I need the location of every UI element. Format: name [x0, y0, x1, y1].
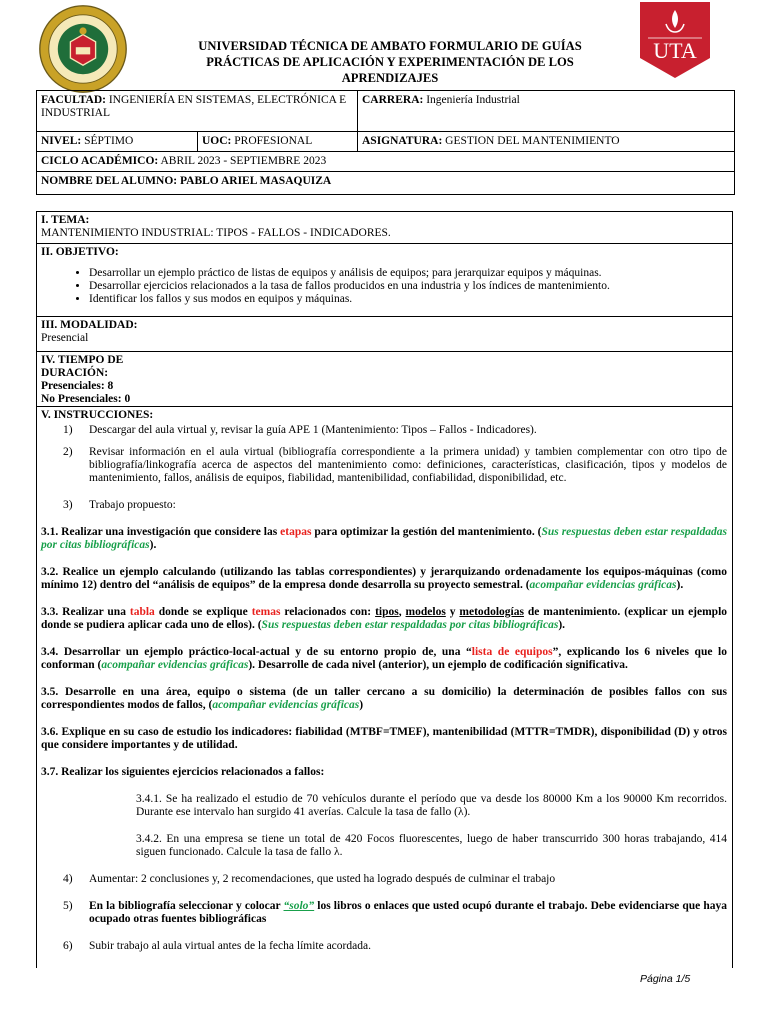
task-text: ). — [676, 579, 684, 591]
asignatura-cell — [357, 132, 734, 151]
item-number: 5) — [63, 900, 73, 912]
nivel-cell — [37, 132, 197, 151]
task-underlined: modelos — [405, 606, 446, 618]
item-text: Descargar del aula virtual y, revisar la guía APE 1 (Mantenimiento: Tipos – Fallos - Indicadores). — [89, 424, 537, 436]
objetivo-list — [41, 267, 729, 306]
item-highlight-green: “solo” — [283, 900, 315, 912]
page-number: Página 1/5 — [640, 973, 691, 985]
item-text: Trabajo propuesto: — [89, 499, 176, 511]
instrucciones-section — [37, 407, 732, 955]
instruccion-2 — [63, 446, 729, 485]
carrera-cell — [357, 91, 734, 131]
carrera-value: Ingeniería Industrial — [426, 94, 520, 106]
item-text: Subir trabajo al aula virtual antes de la fecha límite acordada. — [89, 940, 371, 952]
alumno-label: NOMBRE DEL ALUMNO: — [41, 175, 178, 187]
task-text: ) — [359, 699, 364, 711]
task-text: relacionados con: — [280, 606, 376, 618]
tema-title: I. TEMA: — [41, 214, 90, 226]
university-seal-logo — [38, 4, 128, 94]
ciclo-cell — [37, 152, 734, 171]
tema-text: MANTENIMIENTO INDUSTRIAL: TIPOS - FALLOS - INDICADORES. — [41, 227, 391, 239]
item-text — [89, 900, 729, 926]
instruccion-5 — [63, 900, 729, 926]
carrera-label: CARRERA: — [362, 94, 424, 106]
task-underlined: tipos — [375, 606, 399, 618]
objetivo-item: • Desarrollar un ejemplo práctico de listas de equipos y análisis de equipos; para jerarquizar equipos y máquinas. — [89, 267, 729, 280]
instruccion-3 — [63, 499, 729, 512]
task-text: y — [445, 606, 460, 618]
modalidad-title: III. MODALIDAD: — [41, 319, 138, 331]
exercise-3-4-1: 3.4.1. Se ha realizado el estudio de 70 vehículos durante el período que va desde los 80000 Km a los 90000 Km recorridos. Durante ese intervalo han surgido 41 averías. Calcule la tasa de fallo (λ). — [136, 793, 727, 818]
task-text: 3.4. Desarrollar un ejemplo práctico-local-actual y de su entorno propio de, una “ — [41, 646, 472, 658]
task-3-1 — [41, 526, 729, 552]
objetivo-item: • Identificar los fallos y sus modos en equipos y máquinas. — [89, 293, 729, 306]
alumno-cell — [37, 172, 734, 194]
task-3-5 — [41, 686, 729, 712]
instruccion-6 — [63, 940, 729, 953]
guide-content — [36, 211, 733, 968]
task-note-green: acompañar evidencias gráficas — [529, 579, 677, 591]
uta-logo — [640, 2, 710, 78]
facultad-cell — [37, 91, 357, 131]
uoc-cell — [197, 132, 357, 151]
task-3-7: 3.7. Realizar los siguientes ejercicios relacionados a fallos: — [41, 766, 325, 778]
uoc-value: PROFESIONAL — [234, 135, 313, 147]
task-highlight-red: lista de equipos — [471, 646, 553, 658]
task-highlight-red: temas — [251, 606, 281, 618]
nivel-label: NIVEL: — [41, 135, 82, 147]
alumno-value: PABLO ARIEL MASAQUIZA — [179, 175, 332, 187]
objetivo-section — [37, 244, 732, 317]
item-number: 2) — [63, 446, 73, 458]
document-title: UNIVERSIDAD TÉCNICA DE AMBATO FORMULARIO DE GUÍAS PRÁCTICAS DE APLICACIÓN Y EXPERIMENTACIÓN DE LOS APRENDIZAJES — [198, 39, 582, 85]
item-text: Aumentar: 2 conclusiones y, 2 recomendaciones, que usted ha logrado después de culminar el trabajo — [89, 873, 556, 885]
student-info-table — [36, 90, 735, 195]
item-text-part: En la bibliografía seleccionar y colocar — [89, 900, 284, 912]
exercise-3-4-2: 3.4.2. En una empresa se tiene un total de 420 Focos fluorescentes, luego de haber transcurrido 300 horas trabajando, 414 siguen funcionado. Calcule la tasa de fallo λ. — [136, 833, 727, 858]
objetivo-item: • Desarrollar ejercicios relacionados a la tasa de fallos producidos en una industria y los índices de mantenimiento. — [89, 280, 729, 293]
task-text: 3.2. Realice un ejemplo calculando (utilizando las tablas correspondientes) y jerarquizando ordenadamente los equipos-máquinas (como mínimo 12) dentro del “análisis de equipos” de la empresa donde desarrolla su proyecto semestral. ( — [41, 566, 727, 591]
task-text: 3.1. Realizar una investigación que considere las — [41, 526, 281, 538]
instruccion-4 — [63, 873, 729, 886]
task-3-2 — [41, 566, 729, 592]
task-text: ). — [558, 619, 566, 631]
uta-logo-text: UTA — [653, 38, 697, 63]
task-text: , — [398, 606, 406, 618]
task-text: ). Desarrolle de cada nivel (anterior), un ejemplo de codificación significativa. — [248, 659, 628, 671]
task-text: ). — [149, 539, 157, 551]
item-number: 6) — [63, 940, 73, 952]
task-3-3 — [41, 606, 729, 632]
instrucciones-title: V. INSTRUCCIONES: — [41, 409, 154, 421]
asignatura-value: GESTION DEL MANTENIMIENTO — [445, 135, 620, 147]
task-text: 3.5. Desarrolle en una área, equipo o sistema (de un taller cercano a su domicilio) la determinación de posibles fallos con sus correspondientes modos de fallos, ( — [41, 686, 727, 711]
presenciales-value: Presenciales: 8 — [41, 380, 114, 392]
task-highlight-red: etapas — [280, 526, 312, 538]
facultad-value: INGENIERÍA EN SISTEMAS, ELECTRÓNICA E INDUSTRIAL — [41, 94, 347, 119]
task-text: 3.3. Realizar una — [41, 606, 130, 618]
objetivo-title: II. OBJETIVO: — [41, 246, 119, 258]
task-text: para optimizar la gestión del mantenimiento. ( — [311, 526, 542, 538]
task-underlined: metodologías — [459, 606, 524, 618]
modalidad-section — [37, 317, 732, 352]
task-highlight-red: tabla — [129, 606, 155, 618]
item-number: 1) — [63, 424, 73, 436]
no-presenciales-value: No Presenciales: 0 — [41, 393, 131, 405]
item-number: 3) — [63, 499, 73, 511]
instruccion-1 — [63, 424, 729, 437]
tema-section — [37, 212, 732, 244]
task-text: de mantenimiento. (explicar un ejemplo donde se pudiera aplicar cada uno de ellos). ( — [41, 606, 728, 631]
task-note-green: Sus respuestas deben estar respaldadas por citas bibliográficas — [41, 526, 727, 551]
nivel-value: SÉPTIMO — [84, 135, 134, 147]
task-note-green: Sus respuestas deben estar respaldadas por citas bibliográficas — [261, 619, 559, 631]
tiempo-title: IV. TIEMPO DE DURACIÓN: — [41, 354, 124, 379]
asignatura-label: ASIGNATURA: — [362, 135, 443, 147]
item-text: Revisar información en el aula virtual (bibliografía correspondiente a la primera unidad) y tambien complementar con otro tipo de bibliografía/linkografía acerca de aspectos del mantenimiento como: definiciones, características, clasificación, tipos y modelos de mantenimiento, fallos, análisis de equipos, fiabilidad, mantenibilidad, confiabilidad, disponibilidad, etc. — [89, 446, 727, 484]
task-3-6: 3.6. Explique en su caso de estudio los indicadores: fiabilidad (MTBF=TMEF), mantenibilidad (MTTR=TMDR), disponibilidad (D) y otros que considere importantes y de utilidad. — [41, 726, 727, 751]
task-text: ”, explicando los 6 niveles que lo conforman ( — [41, 646, 727, 671]
tiempo-section — [37, 352, 732, 407]
task-text: donde se explique — [154, 606, 252, 618]
ciclo-label: CICLO ACADÉMICO: — [41, 155, 159, 167]
item-text-part: los libros o enlaces que usted ocupó durante el trabajo. Debe evidenciarse que haya ocupado otras fuentes bibliográficas — [89, 900, 727, 925]
task-note-green: acompañar evidencias gráficas — [101, 659, 249, 671]
facultad-label: FACULTAD: — [41, 94, 106, 106]
task-3-4 — [41, 646, 729, 672]
ciclo-value: ABRIL 2023 - SEPTIEMBRE 2023 — [160, 155, 327, 167]
item-number: 4) — [63, 873, 73, 885]
task-note-green: acompañar evidencias gráficas — [212, 699, 360, 711]
uoc-label: UOC: — [202, 135, 232, 147]
modalidad-text: Presencial — [41, 332, 89, 344]
